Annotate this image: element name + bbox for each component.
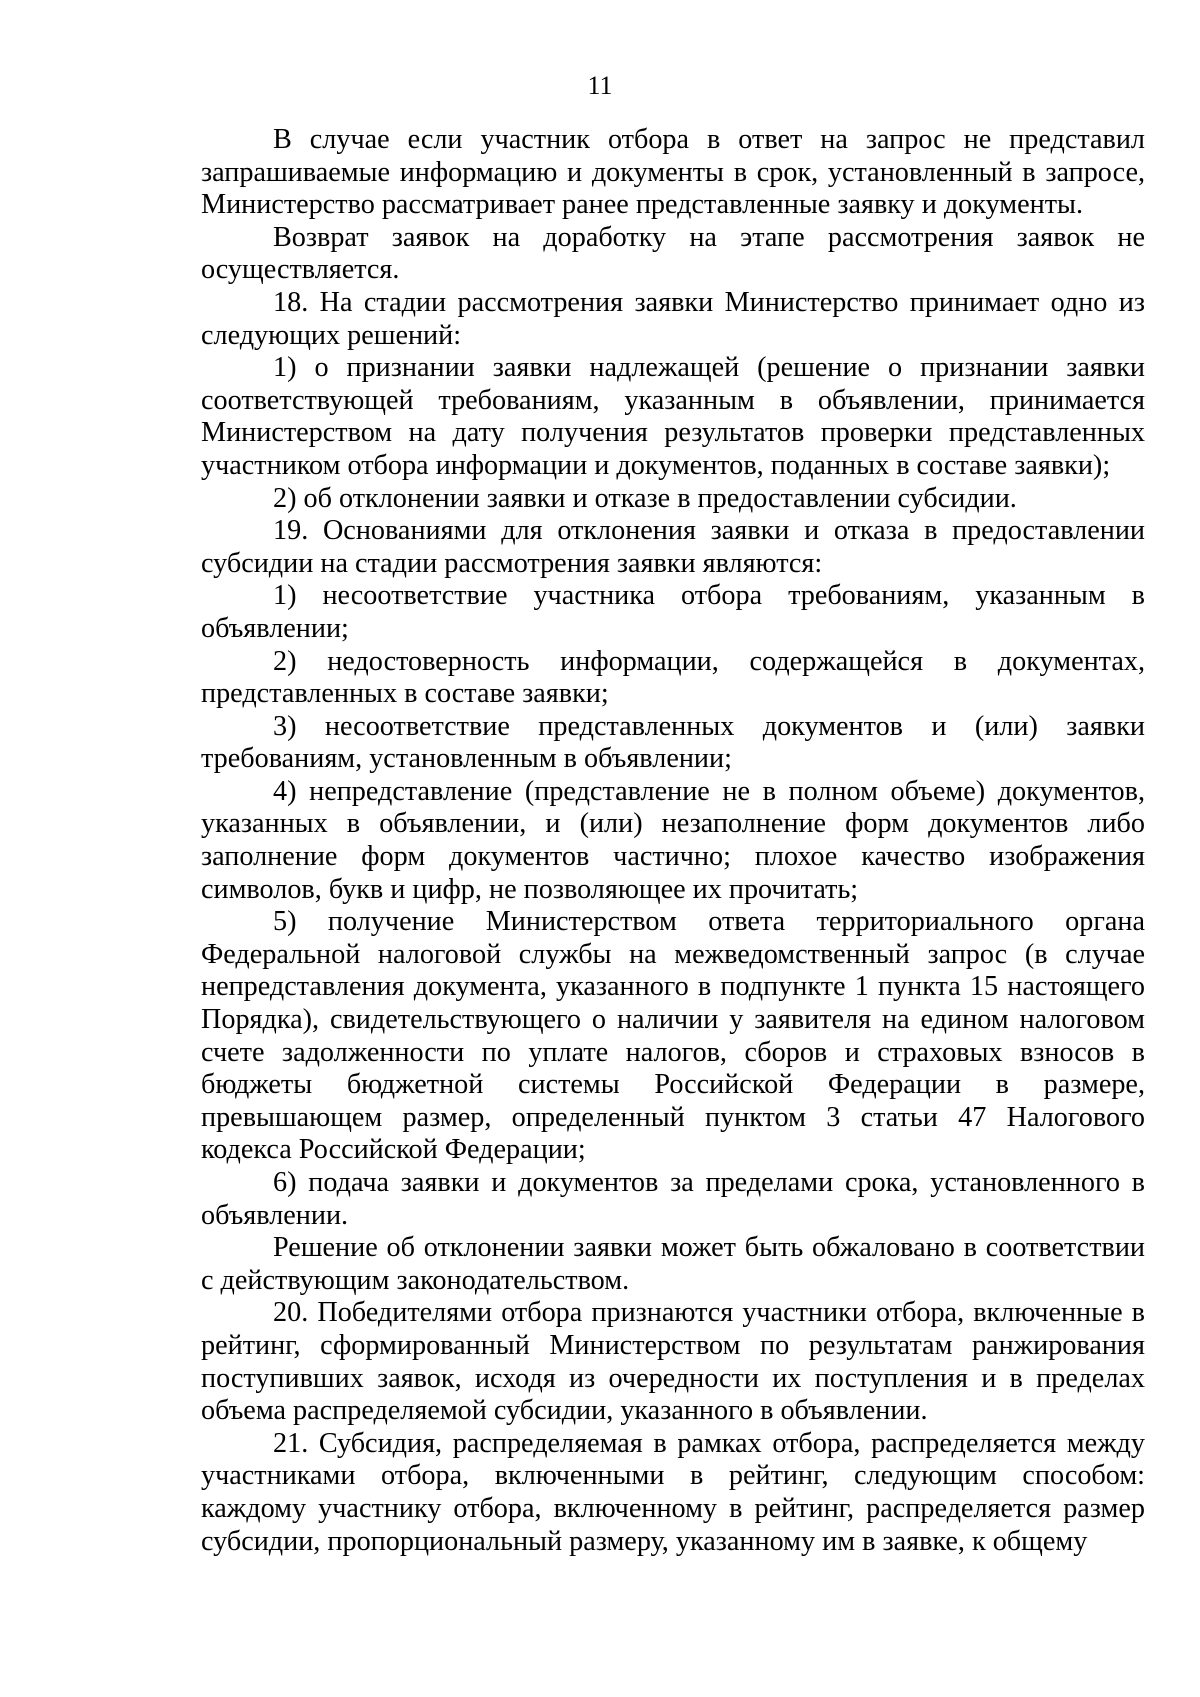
paragraph-clause-21: 21. Субсидия, распределяемая в рамках отбора, распределяется между участниками отбора, включенными в рейтинг, следующим способом: каждому участнику отбора, включенному в рейтинг, распределяется размер субсидии, пропорциональный размеру, указанному им в заявке, к общему bbox=[201, 1427, 1145, 1557]
paragraph-no-return: Возврат заявок на доработку на этапе рассмотрения заявок не осуществляется. bbox=[201, 221, 1145, 286]
paragraph-clause-19-item-3: 3) несоответствие представленных документов и (или) заявки требованиям, установленным в объявлении; bbox=[201, 710, 1145, 775]
paragraph-clause-18: 18. На стадии рассмотрения заявки Министерство принимает одно из следующих решений: bbox=[201, 286, 1145, 351]
paragraph-clause-19-item-1: 1) несоответствие участника отбора требованиям, указанным в объявлении; bbox=[201, 580, 1145, 644]
paragraph-clause-19-item-6: 6) подача заявки и документов за пределами срока, установленного в объявлении. bbox=[201, 1167, 1145, 1231]
paragraph-no-response: В случае если участник отбора в ответ на запрос не представил запрашиваемые информацию и документы в срок, установленный в запросе, Министерство рассматривает ранее представленные заявку и документы. bbox=[201, 124, 1145, 221]
page-number: 11 bbox=[587, 71, 613, 100]
document-body bbox=[201, 124, 1145, 1558]
paragraph-clause-19-item-4: 4) непредставление (представление не в полном объеме) документов, указанных в объявлении, и (или) незаполнение форм документов либо заполнение форм документов частично; плохое качество изображения символов, букв и цифр, не позволяющее их прочитать; bbox=[201, 775, 1145, 905]
paragraph-clause-20: 20. Победителями отбора признаются участники отбора, включенные в рейтинг, сформированный Министерством по результатам ранжирования поступивших заявок, исходя из очередности их поступления и в пределах объема распределяемой субсидии, указанного в объявлении. bbox=[201, 1297, 1145, 1427]
paragraph-clause-18-item-1: 1) о признании заявки надлежащей (решение о признании заявки соответствующей требованиям, указанным в объявлении, принимается Министерством на дату получения результатов проверки представленных участником отбора информации и документов, поданных в составе заявки); bbox=[201, 352, 1145, 481]
paragraph-appeal: Решение об отклонении заявки может быть обжаловано в соответствии с действующим законодательством. bbox=[201, 1232, 1145, 1296]
paragraph-clause-19: 19. Основаниями для отклонения заявки и отказа в предоставлении субсидии на стадии рассмотрения заявки являются: bbox=[201, 515, 1145, 579]
paragraph-clause-19-item-2: 2) недостоверность информации, содержащейся в документах, представленных в составе заявки; bbox=[201, 645, 1145, 710]
paragraph-clause-19-item-5: 5) получение Министерством ответа территориального органа Федеральной налоговой службы на межведомственный запрос (в случае непредставления документа, указанного в подпункте 1 пункта 15 настоящего Порядка), свидетельствующего о наличии у заявителя на едином налоговом счете задолженности по уплате налогов, сборов и страховых взносов в бюджеты бюджетной системы Российской Федерации в размере, превышающем размер, определенный пунктом 3 статьи 47 Налогового кодекса Российской Федерации; bbox=[201, 906, 1145, 1166]
paragraph-clause-18-item-2: 2) об отклонении заявки и отказе в предоставлении субсидии. bbox=[273, 482, 1017, 514]
